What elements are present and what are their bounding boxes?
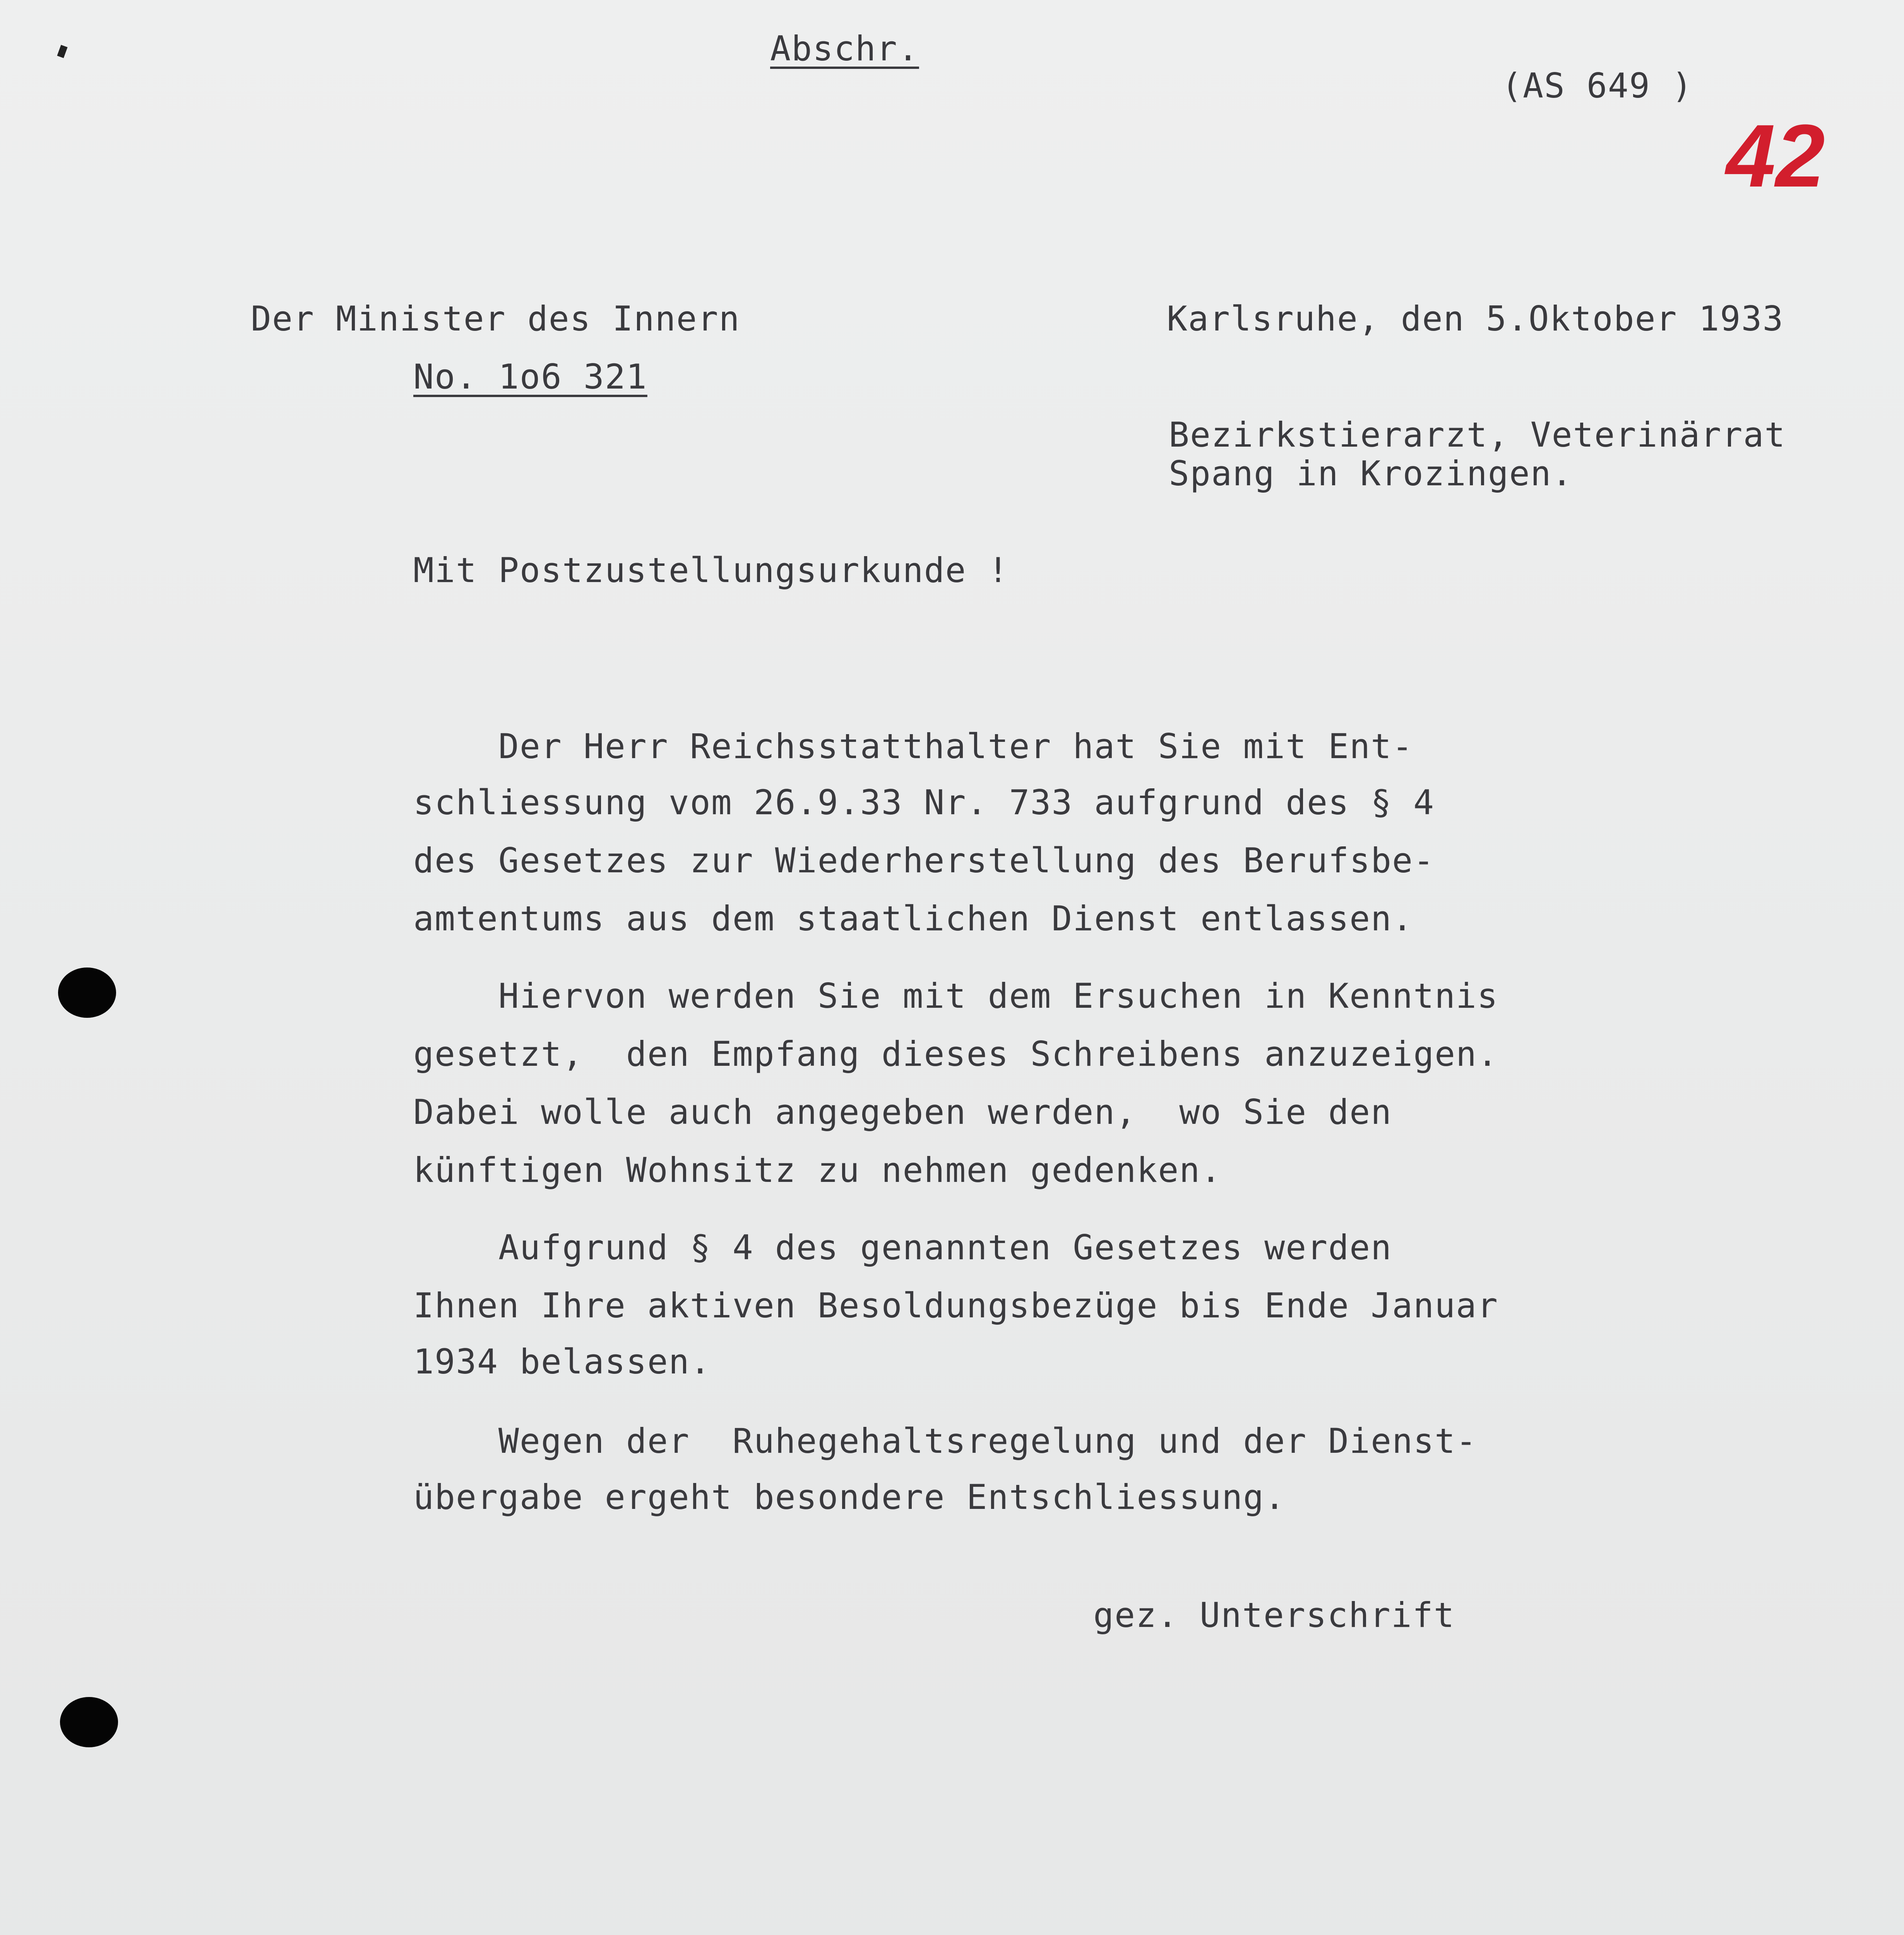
body-line: 1934 belassen. (413, 1342, 711, 1382)
copy-label: Abschr. (770, 29, 919, 68)
folio-number: 42 (1726, 106, 1825, 205)
body-line: Hiervon werden Sie mit dem Ersuchen in Kenntnis (413, 976, 1499, 1016)
body-line: übergabe ergeht besondere Entschliessung. (413, 1477, 1286, 1517)
file-reference: (AS 649 ) (1502, 66, 1693, 106)
punch-hole (60, 1697, 118, 1747)
body-line: schliessung vom 26.9.33 Nr. 733 aufgrund des § 4 (413, 783, 1435, 822)
sender-title: Der Minister des Innern (251, 299, 740, 339)
body-line: Wegen der Ruhegehaltsregelung und der Dienst- (413, 1421, 1478, 1461)
body-line: Ihnen Ihre aktiven Besoldungsbezüge bis Ende Januar (413, 1286, 1499, 1325)
recipient-line-2: Spang in Krozingen. (1169, 454, 1573, 493)
delivery-note: Mit Postzustellungsurkunde ! (413, 550, 1009, 590)
punch-hole (58, 968, 116, 1018)
body-line: Dabei wolle auch angegeben werden, wo Sie den (413, 1092, 1392, 1132)
paper-mark (57, 45, 67, 58)
signature-note: gez. Unterschrift (1093, 1595, 1455, 1635)
place-date: Karlsruhe, den 5.Oktober 1933 (1167, 299, 1784, 339)
recipient-line-1: Bezirkstierarzt, Veterinärrat (1169, 415, 1786, 455)
document-number: No. 1o6 321 (413, 357, 647, 397)
body-line: Der Herr Reichsstatthalter hat Sie mit Ent- (413, 726, 1414, 766)
body-line: Aufgrund § 4 des genannten Gesetzes werden (413, 1228, 1392, 1267)
body-line: gesetzt, den Empfang dieses Schreibens anzuzeigen. (413, 1034, 1499, 1074)
body-line: des Gesetzes zur Wiederherstellung des Berufsbe- (413, 841, 1435, 880)
body-line: künftigen Wohnsitz zu nehmen gedenken. (413, 1150, 1222, 1190)
body-line: amtentums aus dem staatlichen Dienst entlassen. (413, 899, 1414, 938)
